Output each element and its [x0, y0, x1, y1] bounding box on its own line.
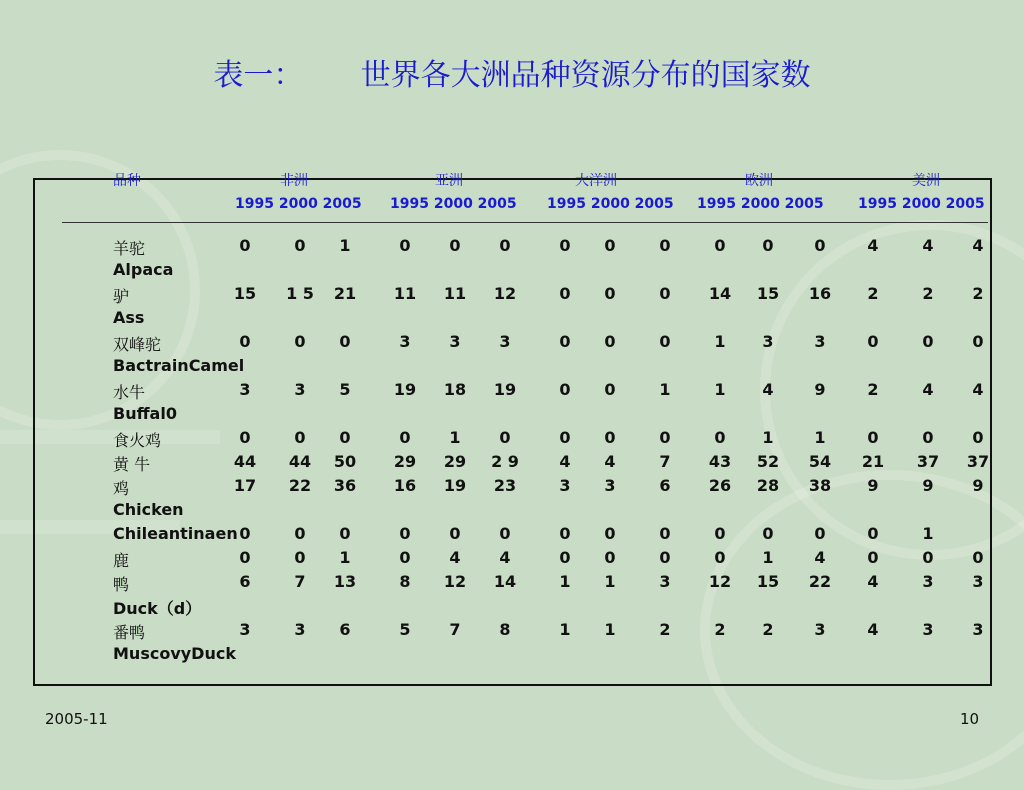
table-cell: 0: [559, 380, 571, 399]
breed-column-header: 品种: [113, 173, 141, 189]
table-cell: 2: [922, 284, 934, 303]
table-cell: 4: [867, 572, 879, 591]
table-cell: 1: [762, 428, 774, 447]
table-cell: 1: [714, 380, 726, 399]
table-cell: 0: [559, 548, 571, 567]
table-cell: 21: [333, 284, 357, 303]
table-cell: 44: [288, 452, 312, 471]
table-cell: 0: [867, 524, 879, 543]
table-cell: 17: [233, 476, 257, 495]
table-cell: 16: [393, 476, 417, 495]
table-cell: 1: [449, 428, 461, 447]
table-cell: 9: [814, 380, 826, 399]
table-cell: 50: [333, 452, 357, 471]
table-cell: 0: [659, 524, 671, 543]
table-cell: 0: [294, 524, 306, 543]
table-cell: 28: [756, 476, 780, 495]
table-cell: 0: [239, 428, 251, 447]
table-cell: 11: [443, 284, 467, 303]
table-cell: 0: [814, 236, 826, 255]
table-cell: 7: [449, 620, 461, 639]
table-cell: 3: [922, 620, 934, 639]
row-name: 番鸭: [113, 623, 146, 642]
table-cell: 0: [559, 236, 571, 255]
table-cell: 6: [339, 620, 351, 639]
table-cell: 0: [399, 548, 411, 567]
table-cell: 0: [559, 284, 571, 303]
table-cell: 29: [443, 452, 467, 471]
years-header-asia: 1995 2000 2005: [390, 196, 517, 212]
table-cell: 0: [714, 524, 726, 543]
table-cell: 3: [239, 380, 251, 399]
table-cell: 0: [239, 332, 251, 351]
table-cell: 8: [399, 572, 411, 591]
table-cell: 3: [814, 332, 826, 351]
table-cell: 4: [922, 236, 934, 255]
table-cell: 3: [972, 572, 984, 591]
table-cell: 1: [559, 572, 571, 591]
table-cell: 3: [814, 620, 826, 639]
table-cell: 6: [659, 476, 671, 495]
continent-header-africa: 非洲: [280, 173, 308, 189]
row-english-name: Ass: [113, 308, 145, 327]
table-cell: 0: [922, 428, 934, 447]
table-cell: 1: [339, 548, 351, 567]
table-cell: 2: [714, 620, 726, 639]
row-name: 鹿: [113, 551, 130, 570]
table-cell: 3: [922, 572, 934, 591]
table-cell: 7: [659, 452, 671, 471]
table-cell: 1: [604, 572, 616, 591]
table-cell: 22: [288, 476, 312, 495]
table-cell: 19: [493, 380, 517, 399]
table-cell: 3: [399, 332, 411, 351]
table-cell: 0: [659, 284, 671, 303]
table-cell: 2: [972, 284, 984, 303]
table-cell: 2: [659, 620, 671, 639]
row-name: 鸡: [113, 479, 130, 498]
row-english-name: Buffal0: [113, 404, 177, 423]
table-cell: 4: [867, 236, 879, 255]
table-cell: 4: [449, 548, 461, 567]
table-cell: 0: [399, 236, 411, 255]
row-english-name: Duck（d）: [113, 599, 202, 618]
table-cell: 38: [808, 476, 832, 495]
table-cell: 6: [239, 572, 251, 591]
table-cell: 9: [922, 476, 934, 495]
table-cell: 0: [294, 548, 306, 567]
table-cell: 2 9: [491, 452, 519, 471]
years-header-africa: 1995 2000 2005: [235, 196, 362, 212]
table-cell: 12: [493, 284, 517, 303]
footer-date: 2005-11: [45, 710, 108, 728]
table-cell: 1: [714, 332, 726, 351]
table-cell: 3: [972, 620, 984, 639]
table-cell: 0: [659, 332, 671, 351]
table-cell: 1: [762, 548, 774, 567]
table-cell: 0: [714, 236, 726, 255]
row-name: 羊驼: [113, 239, 146, 258]
table-cell: 9: [867, 476, 879, 495]
years-header-oceania: 1995 2000 2005: [547, 196, 674, 212]
row-english-name: BactrainCamel: [113, 356, 245, 375]
table-cell: 0: [294, 236, 306, 255]
table-cell: 0: [294, 332, 306, 351]
table-cell: 0: [604, 236, 616, 255]
table-cell: 19: [443, 476, 467, 495]
row-name: Chileantinaen: [113, 524, 238, 543]
table-cell: 5: [339, 380, 351, 399]
table-cell: 0: [814, 524, 826, 543]
table-cell: 15: [756, 572, 780, 591]
table-cell: 0: [604, 548, 616, 567]
table-cell: 0: [604, 284, 616, 303]
table-cell: 15: [233, 284, 257, 303]
table-cell: 0: [659, 236, 671, 255]
table-cell: 0: [559, 428, 571, 447]
table-cell: 0: [714, 548, 726, 567]
row-name: 黄 牛: [113, 455, 151, 474]
table-cell: 0: [339, 524, 351, 543]
table-cell: 1: [559, 620, 571, 639]
continent-header-europe: 欧洲: [745, 173, 773, 189]
table-cell: 0: [294, 428, 306, 447]
table-cell: 37: [916, 452, 940, 471]
table-cell: 0: [922, 332, 934, 351]
table-cell: 4: [762, 380, 774, 399]
table-cell: 13: [333, 572, 357, 591]
table-cell: 0: [604, 380, 616, 399]
table-cell: 3: [449, 332, 461, 351]
table-cell: 43: [708, 452, 732, 471]
table-cell: 4: [604, 452, 616, 471]
table-cell: 3: [294, 380, 306, 399]
table-cell: 0: [559, 332, 571, 351]
table-cell: 0: [867, 548, 879, 567]
row-english-name: Alpaca: [113, 260, 174, 279]
table-cell: 54: [808, 452, 832, 471]
row-name: 双峰驼: [113, 335, 162, 354]
table-cell: 0: [239, 236, 251, 255]
table-cell: 9: [972, 476, 984, 495]
table-cell: 0: [399, 524, 411, 543]
row-english-name: MuscovyDuck: [113, 644, 236, 663]
slide-title: 表一： 世界各大洲品种资源分布的国家数: [213, 58, 811, 93]
table-cell: 0: [972, 428, 984, 447]
table-cell: 3: [559, 476, 571, 495]
continent-header-america: 美洲: [912, 173, 940, 189]
table-cell: 1 5: [286, 284, 314, 303]
table-cell: 1: [814, 428, 826, 447]
table-cell: 4: [972, 236, 984, 255]
row-name: 驴: [113, 287, 130, 306]
table-cell: 0: [239, 524, 251, 543]
table-cell: 0: [399, 428, 411, 447]
table-cell: 0: [762, 524, 774, 543]
header-divider: [62, 222, 988, 223]
table-cell: 37: [966, 452, 990, 471]
table-cell: 4: [814, 548, 826, 567]
table-cell: 0: [659, 428, 671, 447]
table-cell: 29: [393, 452, 417, 471]
table-cell: 21: [861, 452, 885, 471]
table-cell: 0: [604, 428, 616, 447]
years-header-europe: 1995 2000 2005: [697, 196, 824, 212]
years-header-america: 1995 2000 2005: [858, 196, 985, 212]
table-cell: 26: [708, 476, 732, 495]
table-cell: 0: [604, 332, 616, 351]
table-cell: 3: [604, 476, 616, 495]
table-cell: 12: [708, 572, 732, 591]
table-cell: 0: [449, 524, 461, 543]
row-name: 鸭: [113, 575, 130, 594]
table-cell: 44: [233, 452, 257, 471]
table-cell: 0: [339, 332, 351, 351]
continent-header-asia: 亚洲: [435, 173, 463, 189]
table-cell: 2: [867, 380, 879, 399]
table-cell: 22: [808, 572, 832, 591]
table-cell: 4: [559, 452, 571, 471]
row-name: 食火鸡: [113, 431, 162, 450]
table-cell: 4: [922, 380, 934, 399]
table-cell: 3: [294, 620, 306, 639]
page-number: 10: [960, 710, 980, 728]
table-cell: 3: [239, 620, 251, 639]
row-english-name: Chicken: [113, 500, 184, 519]
row-name: 水牛: [113, 383, 146, 402]
table-cell: 0: [922, 548, 934, 567]
table-cell: 4: [499, 548, 511, 567]
table-cell: 4: [867, 620, 879, 639]
table-cell: 36: [333, 476, 357, 495]
table-cell: 5: [399, 620, 411, 639]
table-cell: 0: [867, 428, 879, 447]
table-cell: 7: [294, 572, 306, 591]
table-cell: 2: [867, 284, 879, 303]
table-cell: 12: [443, 572, 467, 591]
table-cell: 3: [499, 332, 511, 351]
table-cell: 3: [762, 332, 774, 351]
table-cell: 19: [393, 380, 417, 399]
table-cell: 14: [493, 572, 517, 591]
table-cell: 1: [659, 380, 671, 399]
table-cell: 1: [339, 236, 351, 255]
table-cell: 0: [559, 524, 571, 543]
table-cell: 0: [762, 236, 774, 255]
table-cell: 4: [972, 380, 984, 399]
continent-header-oceania: 大洋洲: [575, 173, 617, 189]
table-cell: 2: [762, 620, 774, 639]
table-cell: 8: [499, 620, 511, 639]
table-cell: 0: [499, 428, 511, 447]
table-cell: 1: [604, 620, 616, 639]
table-cell: 0: [867, 332, 879, 351]
table-cell: 0: [239, 548, 251, 567]
table-cell: 52: [756, 452, 780, 471]
table-cell: 0: [972, 548, 984, 567]
table-cell: 0: [449, 236, 461, 255]
table-cell: 18: [443, 380, 467, 399]
table-cell: 0: [972, 332, 984, 351]
table-cell: 0: [499, 524, 511, 543]
table-cell: 0: [499, 236, 511, 255]
table-cell: 11: [393, 284, 417, 303]
table-cell: 16: [808, 284, 832, 303]
table-cell: 3: [659, 572, 671, 591]
table-cell: 0: [714, 428, 726, 447]
table-cell: 1: [922, 524, 934, 543]
table-cell: 0: [604, 524, 616, 543]
table-cell: 23: [493, 476, 517, 495]
table-cell: 0: [659, 548, 671, 567]
table-cell: 14: [708, 284, 732, 303]
table-cell: 15: [756, 284, 780, 303]
table-cell: 0: [339, 428, 351, 447]
